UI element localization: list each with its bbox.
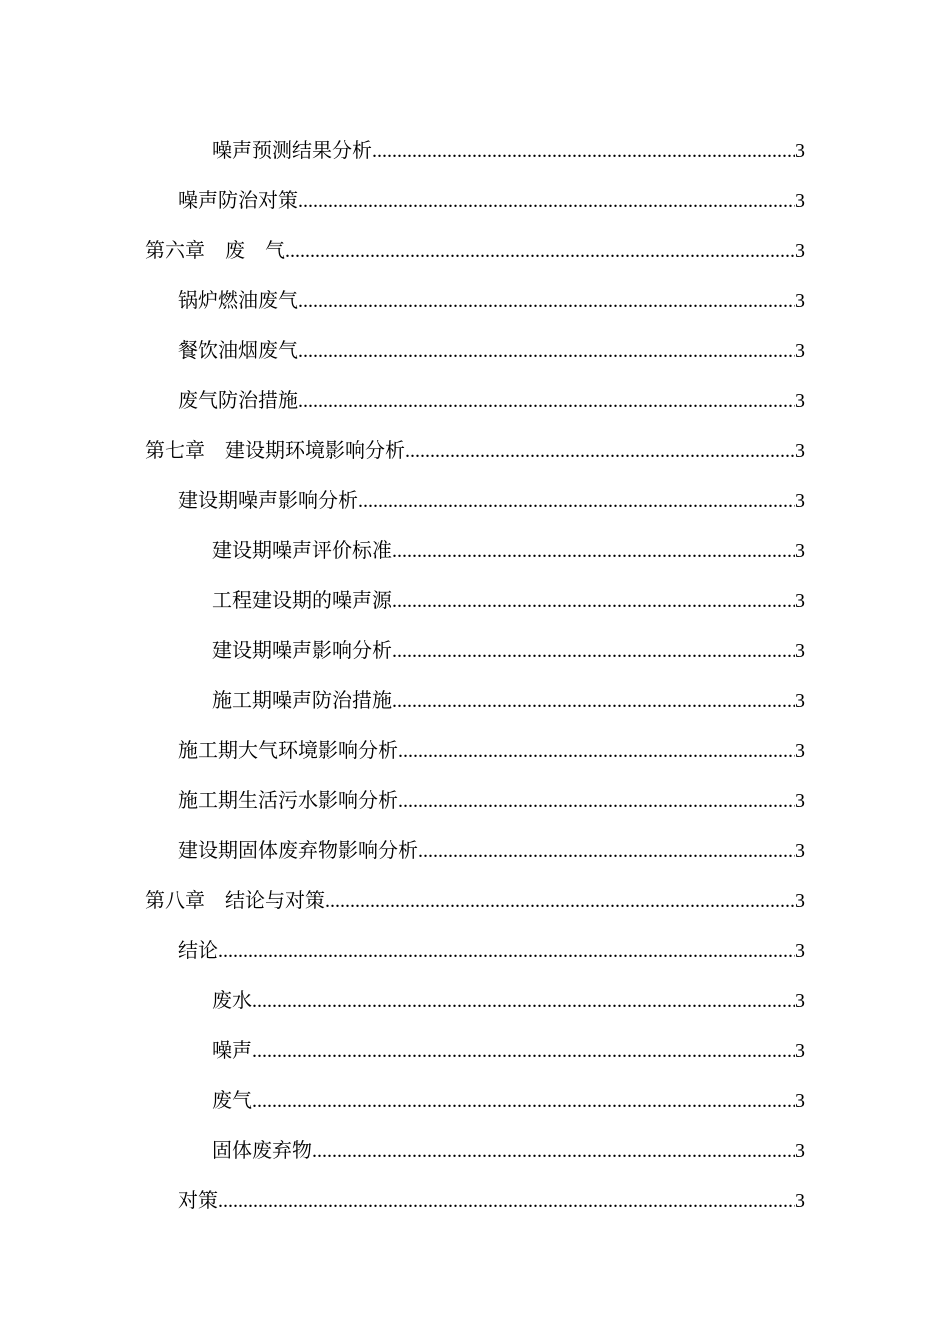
toc-page-number: 3 <box>795 1190 805 1212</box>
toc-entry-title: 施工期大气环境影响分析 <box>178 738 398 762</box>
toc-entry-title: 噪声 <box>212 1038 252 1062</box>
toc-entry-title: 第六章 废 气 <box>145 238 285 262</box>
toc-page-number: 3 <box>795 940 805 962</box>
toc-page-number: 3 <box>795 1040 805 1062</box>
toc-entry-title: 建设期固体废弃物影响分析 <box>178 838 418 862</box>
toc-dot-leader <box>392 526 795 576</box>
toc-page-number: 3 <box>795 1090 805 1112</box>
toc-page-number: 3 <box>795 690 805 712</box>
toc-entry-title: 废气防治措施 <box>178 388 298 412</box>
toc-dot-leader <box>392 626 795 676</box>
toc-entry-title: 建设期噪声评价标准 <box>212 538 392 562</box>
toc-entry[interactable] <box>145 825 805 875</box>
toc-entry[interactable] <box>145 725 805 775</box>
toc-entry-title: 噪声防治对策 <box>178 188 298 212</box>
toc-entry-title: 锅炉燃油废气 <box>178 288 298 312</box>
toc-entry[interactable] <box>145 375 805 425</box>
toc-entry[interactable] <box>145 1075 805 1125</box>
toc-entry[interactable] <box>145 1125 805 1175</box>
toc-dot-leader <box>405 426 795 476</box>
toc-page-number: 3 <box>795 290 805 312</box>
toc-entry-title: 固体废弃物 <box>212 1138 312 1162</box>
toc-dot-leader <box>372 126 795 176</box>
toc-entry[interactable] <box>145 275 805 325</box>
toc-entry[interactable] <box>145 675 805 725</box>
toc-page-number: 3 <box>795 840 805 862</box>
toc-entry[interactable] <box>145 225 805 275</box>
toc-dot-leader <box>285 226 795 276</box>
toc-entry-title: 结论 <box>178 938 218 962</box>
toc-entry-title: 对策 <box>178 1188 218 1212</box>
toc-dot-leader <box>398 726 795 776</box>
toc-entry[interactable] <box>145 525 805 575</box>
toc-page-number: 3 <box>795 340 805 362</box>
toc-dot-leader <box>252 1076 795 1126</box>
toc-page-number: 3 <box>795 390 805 412</box>
toc-dot-leader <box>252 1026 795 1076</box>
toc-entry[interactable] <box>145 925 805 975</box>
toc-entry[interactable] <box>145 425 805 475</box>
toc-entry-title: 建设期噪声影响分析 <box>212 638 392 662</box>
toc-entry-title: 工程建设期的噪声源 <box>212 588 392 612</box>
toc-entry-title: 废水 <box>212 988 252 1012</box>
toc-entry-title: 废气 <box>212 1088 252 1112</box>
toc-entry[interactable] <box>145 875 805 925</box>
toc-dot-leader <box>325 876 795 926</box>
toc-dot-leader <box>298 276 795 326</box>
toc-dot-leader <box>218 1176 795 1226</box>
toc-page-number: 3 <box>795 540 805 562</box>
toc-entry-title: 建设期噪声影响分析 <box>178 488 358 512</box>
toc-page-number: 3 <box>795 790 805 812</box>
table-of-contents <box>145 125 805 1225</box>
toc-entry-title: 餐饮油烟废气 <box>178 338 298 362</box>
toc-page-number: 3 <box>795 190 805 212</box>
toc-page-number: 3 <box>795 590 805 612</box>
toc-dot-leader <box>312 1126 795 1176</box>
toc-page-number: 3 <box>795 890 805 912</box>
toc-entry-title: 施工期噪声防治措施 <box>212 688 392 712</box>
toc-entry-title: 噪声预测结果分析 <box>212 138 372 162</box>
toc-dot-leader <box>392 676 795 726</box>
toc-dot-leader <box>298 376 795 426</box>
toc-entry[interactable] <box>145 1025 805 1075</box>
toc-page-number: 3 <box>795 440 805 462</box>
toc-dot-leader <box>298 176 795 226</box>
toc-page-number: 3 <box>795 490 805 512</box>
toc-page-number: 3 <box>795 640 805 662</box>
toc-page-number: 3 <box>795 240 805 262</box>
toc-dot-leader <box>298 326 795 376</box>
toc-entry[interactable] <box>145 975 805 1025</box>
toc-entry[interactable] <box>145 475 805 525</box>
toc-entry[interactable] <box>145 325 805 375</box>
toc-page-number: 3 <box>795 990 805 1012</box>
toc-dot-leader <box>418 826 795 876</box>
toc-entry[interactable] <box>145 575 805 625</box>
toc-entry[interactable] <box>145 625 805 675</box>
toc-entry[interactable] <box>145 175 805 225</box>
toc-dot-leader <box>358 476 795 526</box>
toc-dot-leader <box>398 776 795 826</box>
toc-entry-title: 第八章 结论与对策 <box>145 888 325 912</box>
toc-dot-leader <box>392 576 795 626</box>
toc-dot-leader <box>252 976 795 1026</box>
toc-page-number: 3 <box>795 1140 805 1162</box>
toc-entry-title: 施工期生活污水影响分析 <box>178 788 398 812</box>
toc-dot-leader <box>218 926 795 976</box>
toc-page-number: 3 <box>795 140 805 162</box>
toc-page-number: 3 <box>795 740 805 762</box>
toc-entry[interactable] <box>145 1175 805 1225</box>
toc-entry[interactable] <box>145 775 805 825</box>
toc-entry[interactable] <box>145 125 805 175</box>
toc-entry-title: 第七章 建设期环境影响分析 <box>145 438 405 462</box>
